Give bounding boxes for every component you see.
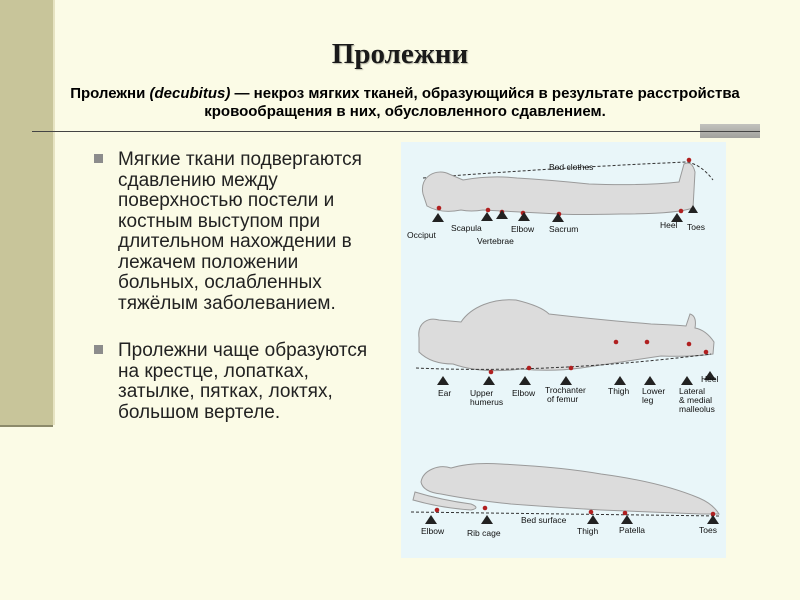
divider-line	[32, 131, 760, 132]
bullet-list	[94, 150, 379, 450]
bullet-item	[94, 341, 379, 423]
bullet-item	[94, 150, 379, 314]
bullet-text: Мягкие ткани подвергаются сдавлению между поверхностью постели и костным выступом при длительном нахождении в лежачем положении больных, ослабленных тяжёлым заболеванием.	[118, 149, 362, 314]
diagram-label: leg	[642, 395, 654, 405]
diagram-label: Patella	[619, 525, 645, 535]
diagram-label: malleolus	[679, 404, 715, 414]
square-bullet-icon	[94, 345, 103, 354]
body-silhouette-side	[419, 300, 714, 371]
marker-triangles	[425, 515, 719, 524]
diagram-label: Rib cage	[467, 528, 501, 538]
diagram-svg	[401, 142, 726, 558]
page-title: Пролежни	[331, 38, 469, 70]
diagram-label: Vertebrae	[477, 236, 514, 246]
pressure-sore-diagram	[401, 142, 726, 558]
diagram-label: Occiput	[407, 230, 436, 240]
bullet-text: Пролежни чаще образуются на крестце, лопатках, затылке, пятках, локтях, большом вертеле.	[118, 340, 368, 423]
diagram-label: Bed surface	[521, 515, 567, 525]
diagram-label: Toes	[699, 525, 717, 535]
diagram-label: of femur	[547, 394, 579, 404]
diagram-label: Scapula	[451, 223, 482, 233]
definition-term: Пролежни	[70, 85, 150, 102]
definition-text	[60, 85, 750, 121]
square-bullet-icon	[94, 154, 103, 163]
diagram-label: Thigh	[577, 526, 599, 536]
diagram-label: Toes	[687, 222, 705, 232]
diagram-label: Thigh	[608, 386, 630, 396]
diagram-label: Lower	[642, 386, 666, 396]
side-band-line	[0, 425, 53, 427]
definition-latin: (decubitus)	[149, 85, 231, 102]
diagram-label: Lateral	[679, 386, 705, 396]
diagram-label: Heel	[701, 374, 719, 384]
diagram-label: Elbow	[421, 526, 445, 536]
diagram-label: Elbow	[511, 224, 535, 234]
diagram-label: humerus	[470, 397, 504, 407]
marker-triangles	[437, 371, 716, 385]
panel-prone	[411, 464, 719, 539]
diagram-label: Bed clothes	[549, 162, 594, 172]
diagram-label: Heel	[660, 220, 678, 230]
diagram-label: Elbow	[512, 388, 536, 398]
panel-supine	[407, 158, 713, 246]
diagram-label: Upper	[470, 388, 494, 398]
diagram-label: Ear	[438, 388, 452, 398]
diagram-label: Sacrum	[549, 224, 579, 234]
diagram-label: Trochanter	[545, 385, 586, 395]
panel-side-lying	[416, 300, 719, 414]
diagram-label: & medial	[679, 395, 713, 405]
definition-rest: — некроз мягких тканей, образующийся в результате расстройства кровообращения в них, обусловленного сдавлением.	[204, 85, 740, 120]
